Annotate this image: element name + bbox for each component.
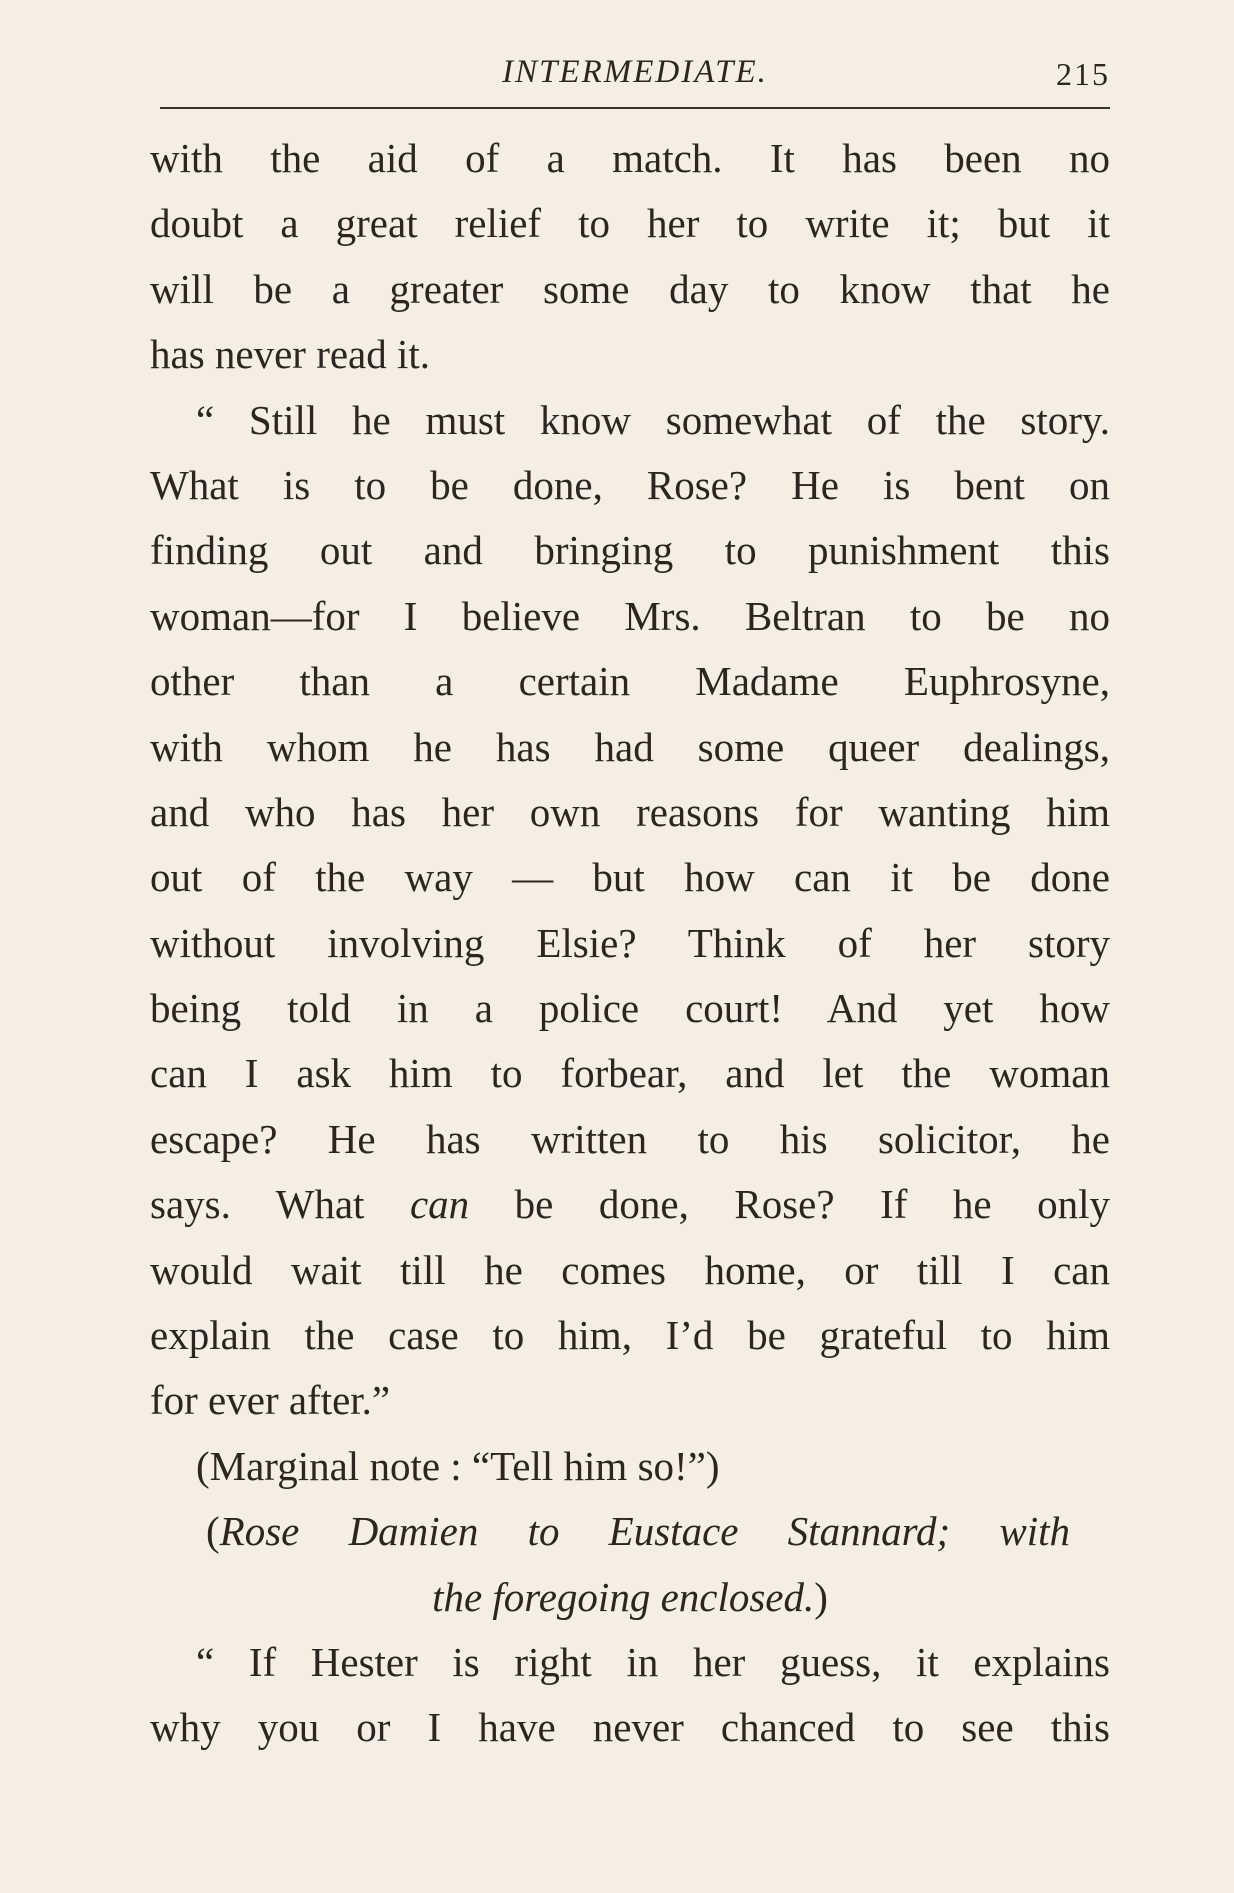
text-line: why you or I have never chanced to see this: [150, 1704, 1110, 1751]
text-line: being told in a police court! And yet how: [150, 985, 1110, 1032]
page-number: 215: [1056, 56, 1110, 92]
text-line: doubt a great relief to her to write it; but it: [150, 200, 1110, 247]
text-line: for ever after.”: [150, 1377, 391, 1424]
text-fragment: says. What: [150, 1181, 410, 1228]
marginal-note: (Marginal note : “Tell him so!”): [196, 1442, 720, 1489]
text-line: would wait till he comes home, or till I can: [150, 1246, 1110, 1293]
letter-heading-line-2: [150, 1565, 1110, 1630]
text-fragment: be done, Rose? If he only: [469, 1181, 1111, 1228]
paren-open: (: [206, 1508, 220, 1555]
text-line: other than a certain Madame Euphrosyne,: [150, 658, 1110, 705]
text-line: “ If Hester is right in her guess, it explains: [196, 1638, 1110, 1685]
text-line: and who has her own reasons for wanting him: [150, 788, 1110, 835]
running-head: [160, 50, 1110, 94]
text-line: “ Still he must know somewhat of the story.: [196, 396, 1110, 443]
text-line: finding out and bringing to punishment this: [150, 527, 1110, 574]
text-line: has never read it.: [150, 331, 431, 378]
letter-heading-line-1: [150, 1499, 1110, 1564]
text-line: explain the case to him, I’d be grateful to him: [150, 1312, 1110, 1359]
text-line: escape? He has written to his solicitor, he: [150, 1115, 1110, 1162]
text-line: out of the way — but how can it be done: [150, 854, 1110, 901]
text-line: will be a greater some day to know that he: [150, 265, 1110, 312]
header-rule: [160, 107, 1110, 109]
running-title: INTERMEDIATE.: [502, 54, 768, 90]
paren-close: ): [814, 1573, 828, 1620]
letter-heading-names: Rose Damien to Eustace Stannard; with: [219, 1508, 1070, 1555]
body-text: [150, 126, 1110, 1761]
text-line: with the aid of a match. It has been no: [150, 135, 1110, 181]
text-line: What is to be done, Rose? He is bent on: [150, 461, 1110, 508]
letter-heading-enclosure: the foregoing enclosed.: [432, 1573, 815, 1620]
emphasis-text: can: [409, 1181, 470, 1228]
text-line: woman—for I believe Mrs. Beltran to be no: [150, 592, 1110, 639]
text-line: [150, 1172, 1110, 1237]
text-line: without involving Elsie? Think of her story: [150, 919, 1110, 966]
text-line: with whom he has had some queer dealings,: [150, 723, 1110, 770]
text-line: can I ask him to forbear, and let the woman: [150, 1050, 1110, 1097]
